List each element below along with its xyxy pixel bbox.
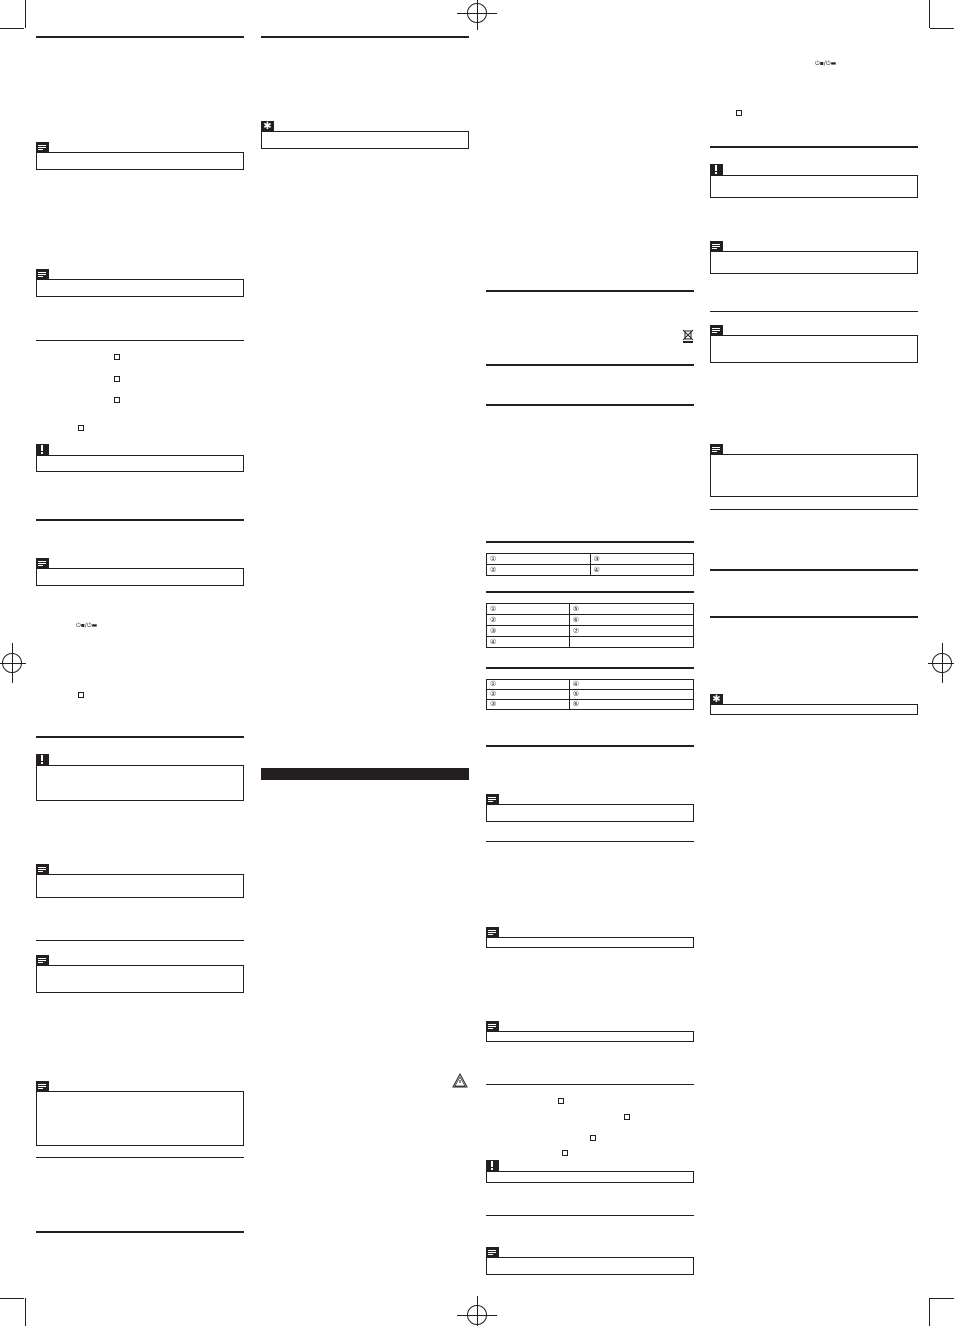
section-rule	[36, 1231, 244, 1233]
table-cell: ①	[487, 604, 570, 615]
table-cell: ②	[487, 690, 570, 700]
section-rule	[486, 1215, 694, 1216]
table-cell	[569, 637, 693, 648]
power-standby-icon: ⏻▪/⏻▬	[76, 622, 98, 629]
table-cell: ⑥	[569, 700, 693, 710]
caution-icon	[710, 164, 723, 175]
section-rule	[486, 745, 694, 747]
section-rule	[486, 1084, 694, 1085]
section-rule	[36, 519, 244, 521]
button-icon	[114, 397, 120, 403]
tip-icon: ✱	[710, 694, 723, 705]
table-cell: ③	[590, 554, 694, 565]
note-box	[710, 454, 918, 497]
table-cell: ①	[487, 680, 570, 690]
section-rule	[36, 940, 244, 941]
note-box	[36, 279, 244, 297]
button-icon	[624, 1114, 630, 1120]
table-cell: ⑤	[569, 690, 693, 700]
parts-table-c	[486, 679, 694, 710]
section-rule	[486, 841, 694, 842]
section-rule	[710, 616, 918, 618]
table-cell: ⑤	[569, 604, 693, 615]
table-row	[487, 615, 694, 626]
note-box	[36, 152, 244, 170]
table-row	[487, 604, 694, 615]
power-standby-icon: ⏻▪/⏻▬	[815, 60, 837, 67]
caution-box	[36, 455, 244, 472]
table-row	[487, 554, 694, 565]
section-rule	[486, 591, 694, 593]
table-cell: ③	[487, 700, 570, 710]
button-icon	[78, 692, 84, 698]
note-box	[486, 937, 694, 948]
table-cell: ⑦	[569, 626, 693, 637]
table-cell: ④	[569, 680, 693, 690]
button-icon	[590, 1135, 596, 1141]
note-box	[36, 1091, 244, 1146]
button-icon	[558, 1098, 564, 1104]
table-cell: ①	[487, 554, 591, 565]
caution-icon	[36, 444, 49, 455]
note-box	[710, 251, 918, 274]
table-row	[487, 626, 694, 637]
section-rule	[710, 146, 918, 148]
dark-banner	[261, 768, 469, 780]
table-cell: ②	[487, 565, 591, 576]
warning-triangle-icon	[452, 1073, 468, 1088]
tip-box	[710, 704, 918, 715]
table-row	[487, 637, 694, 648]
table-row	[487, 700, 694, 710]
button-icon	[736, 110, 742, 116]
section-rule	[710, 509, 918, 510]
table-cell: ②	[487, 615, 570, 626]
note-box	[36, 965, 244, 993]
table-row	[487, 690, 694, 700]
note-box	[36, 568, 244, 586]
tip-box	[261, 131, 469, 149]
button-icon	[114, 354, 120, 360]
section-rule	[710, 569, 918, 571]
tip-icon: ✱	[261, 121, 274, 132]
section-rule	[486, 541, 694, 543]
note-box	[36, 874, 244, 898]
table-cell: ④	[487, 637, 570, 648]
section-rule	[486, 404, 694, 406]
section-rule	[36, 1157, 244, 1158]
parts-table-b	[486, 603, 694, 648]
section-rule	[36, 36, 244, 38]
section-rule	[36, 340, 244, 341]
note-box	[486, 1031, 694, 1042]
caution-icon	[486, 1160, 499, 1171]
table-cell: ⑥	[569, 615, 693, 626]
section-rule	[486, 290, 694, 292]
note-box	[486, 1257, 694, 1275]
section-rule	[710, 311, 918, 312]
table-cell: ③	[487, 626, 570, 637]
section-rule	[261, 36, 469, 38]
caution-box	[486, 1171, 694, 1183]
caution-box	[710, 175, 918, 198]
table-row	[487, 680, 694, 690]
caution-box	[36, 765, 244, 801]
section-rule	[486, 364, 694, 366]
parts-table-a	[486, 553, 694, 576]
caution-icon	[36, 754, 49, 765]
crossed-out-bin-icon	[682, 329, 694, 343]
button-icon	[114, 376, 120, 382]
button-icon	[78, 425, 84, 431]
button-icon	[562, 1150, 568, 1156]
note-box	[710, 335, 918, 363]
note-box	[486, 804, 694, 822]
section-rule	[486, 667, 694, 669]
section-rule	[36, 736, 244, 738]
table-cell: ④	[590, 565, 694, 576]
table-row	[487, 565, 694, 576]
